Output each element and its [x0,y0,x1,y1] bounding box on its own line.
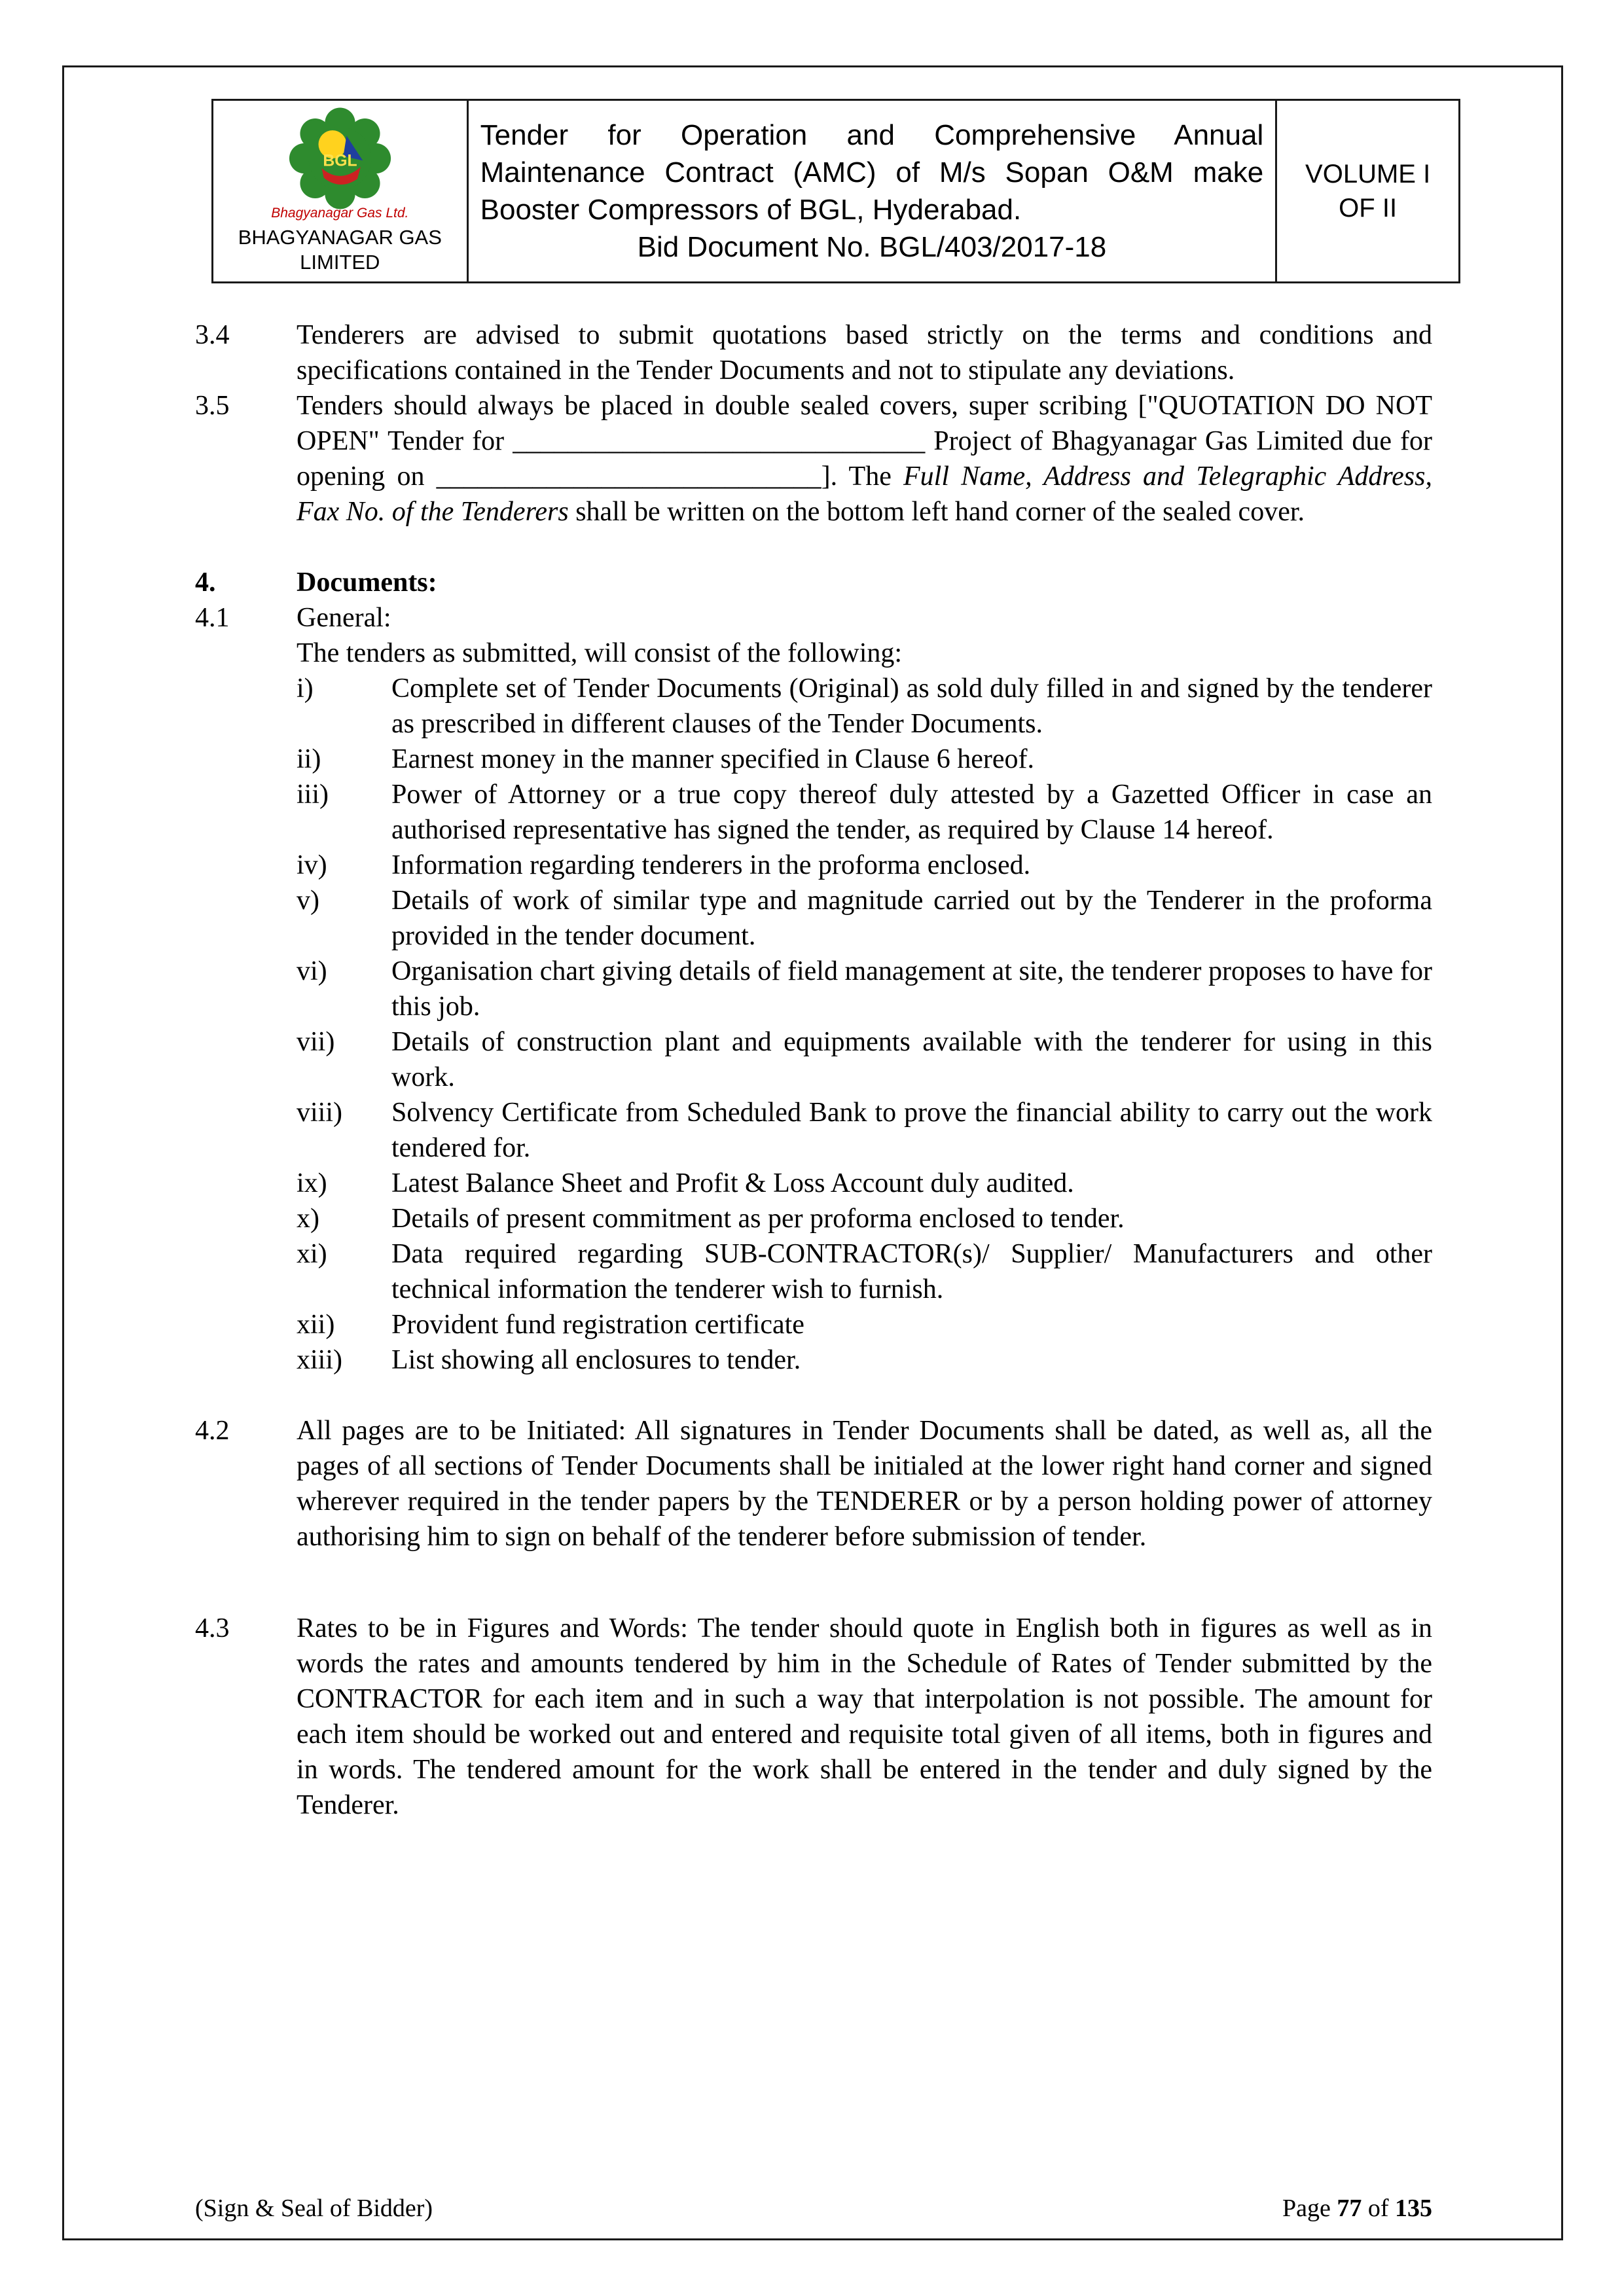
list-marker: vii) [297,1027,335,1057]
documents-list [195,671,1432,1378]
list-text: Information regarding tenderers in the proforma enclosed. [391,850,1031,880]
list-marker: xiii) [297,1345,342,1375]
clause-number: 4.2 [195,1416,230,1446]
logo-wrap [217,107,463,275]
document-body [195,317,1432,1823]
doc-list-item [297,1307,1432,1342]
header-table [211,99,1460,283]
clause-text-start: Tenders should always be placed in double sealed covers, super scribing ["QUOTATION DO NOT OPEN" Tender for ______________________________ Project of Bhagyanagar Gas Limited due for opening on ____________________________]. The [297,391,1432,492]
bgl-logo-icon [286,107,394,209]
intro-text: The tenders as submitted, will consist of the following: [297,638,903,668]
org-name-line2: LIMITED [300,251,380,274]
list-marker: ix) [297,1168,327,1198]
org-name [238,225,442,275]
spacer [195,529,1432,565]
list-text: Power of Attorney or a true copy thereof duly attested by a Gazetted Officer in case an authorised representative has signed the tender, as required by Clause 14 hereof. [391,780,1432,845]
clause-3-5 [195,388,1432,529]
page-word: Page [1282,2195,1331,2222]
list-text: Organisation chart giving details of field management at site, the tenderer proposes to have for this job. [391,956,1432,1022]
doc-list-item [297,1236,1432,1307]
section-4-heading [195,565,1432,600]
tender-title: Tender for Operation and Comprehensive Annual Maintenance Contract (AMC) of M/s Sopan O&M make Booster Compressors of BGL, Hyderabad. [480,119,1264,226]
page-current: 77 [1337,2195,1362,2222]
spacer [195,1554,1432,1611]
page-footer [195,2193,1432,2224]
list-marker: i) [297,673,314,704]
list-marker: viii) [297,1098,342,1128]
list-text: Data required regarding SUB-CONTRACTOR(s)/ Supplier/ Manufacturers and other technical information the tenderer wish to furnish. [391,1239,1432,1304]
clause-number: 3.5 [195,391,230,421]
page-border [62,65,1563,2240]
list-text: Provident fund registration certificate [391,1310,804,1340]
clause-4-2 [195,1413,1432,1554]
clause-text [297,388,1432,529]
volume-line1: VOLUME I [1305,160,1431,188]
spacer [195,1378,1432,1413]
list-text: Earnest money in the manner specified in Clause 6 hereof. [391,744,1034,774]
clause-number: 3.4 [195,320,230,350]
clause-text: All pages are to be Initiated: All signatures in Tender Documents shall be dated, as well as, all the pages of all sections of Tender Documents shall be initialed at the lower right hand corner and signed wherever required in the tender papers by the TENDERER or by a person holding power of attorney authorising him to sign on behalf of the tenderer before submission of tender. [297,1416,1432,1552]
of-word: of [1367,2195,1389,2222]
header-volume-cell [1276,100,1460,283]
section-4-1-heading [195,600,1432,636]
list-text: Details of construction plant and equipments available with the tenderer for using in this work. [391,1027,1432,1092]
doc-list-item [297,777,1432,848]
bid-document-number: Bid Document No. BGL/403/2017-18 [637,231,1107,263]
clause-4-3 [195,1611,1432,1823]
clause-text-italic: Full Name, Address and Telegraphic Address, Fax No. of the Tenderers [297,461,1432,527]
list-marker: iii) [297,780,329,810]
sign-seal-note: (Sign & Seal of Bidder) [195,2195,433,2222]
doc-list-item [297,1095,1432,1166]
logo-caption: Bhagyanagar Gas Ltd. [271,206,409,221]
list-marker: v) [297,886,319,916]
logo-monogram: BGL [323,152,357,170]
list-marker: x) [297,1204,319,1234]
list-marker: ii) [297,744,321,774]
doc-list-item [297,1342,1432,1378]
list-marker: xi) [297,1239,327,1269]
clause-text-end: shall be written on the bottom left hand corner of the sealed cover. [568,497,1305,527]
page-total: 135 [1395,2195,1432,2222]
page-number [1282,2193,1432,2224]
doc-list-item [297,954,1432,1024]
doc-list-item [297,742,1432,777]
header-logo-cell [213,100,468,283]
list-marker: vi) [297,956,327,986]
volume-line2: OF II [1339,194,1398,223]
section-title: Documents: [297,567,437,598]
list-text: Details of work of similar type and magnitude carried out by the Tenderer in the proforma provided in the tender document. [391,886,1432,951]
section-number: 4.1 [195,603,230,633]
list-marker: iv) [297,850,327,880]
org-name-line1: BHAGYANAGAR GAS [238,226,442,249]
list-text: Details of present commitment as per proforma enclosed to tender. [391,1204,1125,1234]
doc-list-item [297,1201,1432,1236]
doc-list-item [297,883,1432,954]
section-number-empty [195,636,297,671]
list-text: Latest Balance Sheet and Profit & Loss Account duly audited. [391,1168,1074,1198]
clause-text: Rates to be in Figures and Words: The tender should quote in English both in figures as well as in words the rates and amounts tendered by him in the Schedule of Rates of Tender submitted by the CONTRACTOR for each item and in such a way that interpolation is not possible. The amount for each item should be worked out and entered and requisite total given of all items, both in figures and in words. The tendered amount for the work shall be entered in the tender and duly signed by the Tenderer. [297,1613,1432,1820]
doc-list-item [297,671,1432,742]
section-number: 4. [195,567,216,598]
list-marker: xii) [297,1310,335,1340]
clause-number: 4.3 [195,1613,230,1643]
doc-list-item [297,848,1432,883]
list-text: Complete set of Tender Documents (Original) as sold duly filled in and signed by the tenderer as prescribed in different clauses of the Tender Documents. [391,673,1432,739]
list-text: Solvency Certificate from Scheduled Bank to prove the financial ability to carry out the work tendered for. [391,1098,1432,1163]
doc-list-item [297,1024,1432,1095]
clause-3-4 [195,317,1432,388]
header-title-cell [467,100,1276,283]
clause-text: Tenderers are advised to submit quotations based strictly on the terms and conditions and specifications contained in the Tender Documents and not to stipulate any deviations. [297,320,1432,386]
section-4-1-intro [195,636,1432,671]
doc-list-item [297,1166,1432,1201]
section-title: General: [297,603,391,633]
list-text: List showing all enclosures to tender. [391,1345,801,1375]
